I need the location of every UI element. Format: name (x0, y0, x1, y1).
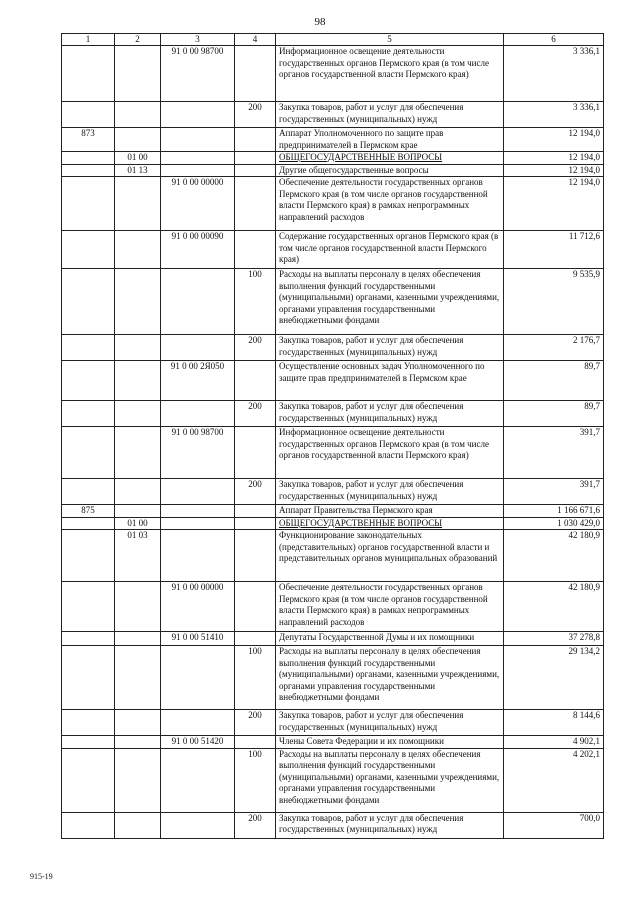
table-row (62, 164, 604, 177)
cell-name: Обеспечение деятельности государственных органов Пермского края (в том числе органов государственной власти Пермского края) в рамках непрограммных направлений расходов (276, 177, 504, 231)
cell-amount: 4 202,1 (504, 748, 604, 812)
table-row (62, 748, 604, 812)
cell-expense-type (235, 152, 276, 165)
cell-admin-code (62, 736, 115, 749)
cell-admin-code (62, 479, 115, 505)
cell-expense-type: 100 (235, 646, 276, 710)
cell-amount: 11 712,6 (504, 231, 604, 269)
cell-section-code: 01 03 (115, 530, 161, 582)
cell-section-code (115, 710, 161, 736)
cell-section-code (115, 632, 161, 646)
cell-admin-code (62, 231, 115, 269)
cell-target-article (161, 646, 235, 710)
cell-target-article: 91 0 00 98700 (161, 427, 235, 479)
cell-amount: 12 194,0 (504, 164, 604, 177)
cell-amount: 8 144,6 (504, 710, 604, 736)
cell-target-article (161, 748, 235, 812)
cell-name: Закупка товаров, работ и услуг для обеспечения государственных (муниципальных) нужд (276, 812, 504, 838)
cell-target-article (161, 505, 235, 518)
cell-admin-code (62, 748, 115, 812)
cell-admin-code (62, 102, 115, 128)
cell-target-article: 91 0 00 00000 (161, 177, 235, 231)
cell-amount: 89,7 (504, 401, 604, 427)
cell-name: Аппарат Правительства Пермского края (276, 505, 504, 518)
cell-admin-code (62, 401, 115, 427)
cell-expense-type: 200 (235, 479, 276, 505)
cell-expense-type: 200 (235, 812, 276, 838)
cell-target-article: 91 0 00 00000 (161, 582, 235, 632)
table-row (62, 269, 604, 335)
table-row (62, 582, 604, 632)
cell-name: Информационное освещение деятельности государственных органов Пермского края (в том числе органов государственной власти Пермского края) (276, 46, 504, 102)
table-row (62, 335, 604, 361)
cell-name: Закупка товаров, работ и услуг для обеспечения государственных (муниципальных) нужд (276, 102, 504, 128)
cell-target-article: 91 0 00 00090 (161, 231, 235, 269)
cell-amount: 3 336,1 (504, 102, 604, 128)
cell-section-code (115, 269, 161, 335)
cell-name: Депутаты Государственной Думы и их помощники (276, 632, 504, 646)
cell-amount: 391,7 (504, 427, 604, 479)
cell-name: Закупка товаров, работ и услуг для обеспечения государственных (муниципальных) нужд (276, 479, 504, 505)
cell-amount: 700,0 (504, 812, 604, 838)
budget-table (61, 33, 604, 839)
cell-amount: 9 535,9 (504, 269, 604, 335)
table-row (62, 427, 604, 479)
table-row (62, 736, 604, 749)
header-col-4: 4 (235, 34, 276, 46)
cell-amount: 42 180,9 (504, 530, 604, 582)
header-col-1: 1 (62, 34, 115, 46)
cell-amount: 12 194,0 (504, 152, 604, 165)
table-row (62, 530, 604, 582)
cell-expense-type (235, 632, 276, 646)
cell-section-code (115, 128, 161, 152)
cell-expense-type: 200 (235, 401, 276, 427)
cell-target-article (161, 164, 235, 177)
cell-name: Функционирование законодательных (представительных) органов государственной власти и представительных органов муниципальных образований (276, 530, 504, 582)
cell-expense-type (235, 128, 276, 152)
table-row (62, 361, 604, 401)
table-row (62, 177, 604, 231)
cell-expense-type (235, 177, 276, 231)
cell-name: Члены Совета Федерации и их помощники (276, 736, 504, 749)
cell-amount: 37 278,8 (504, 632, 604, 646)
page-number: 98 (314, 16, 326, 28)
cell-target-article (161, 128, 235, 152)
cell-section-code (115, 582, 161, 632)
cell-amount: 89,7 (504, 361, 604, 401)
cell-amount: 4 902,1 (504, 736, 604, 749)
cell-admin-code (62, 517, 115, 530)
cell-admin-code (62, 427, 115, 479)
cell-expense-type (235, 582, 276, 632)
table-header-row (62, 34, 604, 46)
cell-target-article: 91 0 00 51420 (161, 736, 235, 749)
cell-admin-code (62, 530, 115, 582)
cell-expense-type (235, 427, 276, 479)
cell-admin-code (62, 177, 115, 231)
cell-section-code (115, 231, 161, 269)
cell-section-code: 01 00 (115, 152, 161, 165)
table-row (62, 505, 604, 518)
cell-amount: 1 166 671,6 (504, 505, 604, 518)
cell-name: Аппарат Уполномоченного по защите прав предпринимателей в Пермском крае (276, 128, 504, 152)
table-row (62, 632, 604, 646)
cell-expense-type: 100 (235, 269, 276, 335)
header-col-5: 5 (276, 34, 504, 46)
cell-name: Расходы на выплаты персоналу в целях обеспечения выполнения функций государственными (муниципальными) органами, казенными учреждениями, органами управления государственными внебюджетными фондами (276, 269, 504, 335)
cell-expense-type (235, 530, 276, 582)
header-col-2: 2 (115, 34, 161, 46)
cell-amount: 3 336,1 (504, 46, 604, 102)
cell-section-code (115, 736, 161, 749)
cell-expense-type (235, 736, 276, 749)
cell-section-code (115, 401, 161, 427)
cell-expense-type (235, 164, 276, 177)
table-row (62, 646, 604, 710)
table-row (62, 710, 604, 736)
table-row (62, 401, 604, 427)
cell-target-article (161, 335, 235, 361)
table-row (62, 46, 604, 102)
cell-target-article (161, 517, 235, 530)
cell-admin-code: 873 (62, 128, 115, 152)
cell-expense-type (235, 361, 276, 401)
table-row (62, 812, 604, 838)
cell-target-article (161, 479, 235, 505)
cell-amount: 2 176,7 (504, 335, 604, 361)
cell-name: ОБЩЕГОСУДАРСТВЕННЫЕ ВОПРОСЫ (276, 152, 504, 165)
table-row (62, 102, 604, 128)
cell-admin-code (62, 582, 115, 632)
cell-admin-code (62, 335, 115, 361)
cell-name: Обеспечение деятельности государственных органов Пермского края (в том числе органов государственной власти Пермского края) в рамках непрограммных направлений расходов (276, 582, 504, 632)
cell-target-article: 91 0 00 98700 (161, 46, 235, 102)
cell-expense-type: 200 (235, 335, 276, 361)
footer-code: 915-19 (30, 872, 53, 881)
cell-section-code (115, 335, 161, 361)
header-col-6: 6 (504, 34, 604, 46)
cell-expense-type (235, 505, 276, 518)
cell-name: Закупка товаров, работ и услуг для обеспечения государственных (муниципальных) нужд (276, 401, 504, 427)
cell-target-article (161, 530, 235, 582)
table-row (62, 479, 604, 505)
cell-name: Расходы на выплаты персоналу в целях обеспечения выполнения функций государственными (муниципальными) органами, казенными учреждениями, органами управления государственными внебюджетными фондами (276, 748, 504, 812)
cell-section-code (115, 748, 161, 812)
cell-admin-code (62, 710, 115, 736)
cell-name: Содержание государственных органов Пермского края (в том числе органов государственной власти Пермского края) (276, 231, 504, 269)
cell-name: Осуществление основных задач Уполномоченного по защите прав предпринимателей в Пермском крае (276, 361, 504, 401)
cell-admin-code (62, 164, 115, 177)
cell-admin-code (62, 812, 115, 838)
cell-target-article (161, 401, 235, 427)
cell-target-article (161, 269, 235, 335)
cell-amount: 42 180,9 (504, 582, 604, 632)
cell-amount: 29 134,2 (504, 646, 604, 710)
table-row (62, 152, 604, 165)
cell-target-article (161, 710, 235, 736)
cell-admin-code (62, 361, 115, 401)
cell-target-article: 91 0 00 51410 (161, 632, 235, 646)
table-row (62, 231, 604, 269)
cell-target-article (161, 152, 235, 165)
cell-name: ОБЩЕГОСУДАРСТВЕННЫЕ ВОПРОСЫ (276, 517, 504, 530)
cell-admin-code (62, 646, 115, 710)
cell-amount: 1 030 429,0 (504, 517, 604, 530)
cell-expense-type: 100 (235, 748, 276, 812)
cell-section-code (115, 177, 161, 231)
cell-section-code (115, 46, 161, 102)
cell-admin-code (62, 152, 115, 165)
cell-section-code: 01 13 (115, 164, 161, 177)
cell-section-code (115, 427, 161, 479)
cell-name: Закупка товаров, работ и услуг для обеспечения государственных (муниципальных) нужд (276, 335, 504, 361)
cell-expense-type: 200 (235, 102, 276, 128)
cell-section-code (115, 646, 161, 710)
header-col-3: 3 (161, 34, 235, 46)
cell-amount: 391,7 (504, 479, 604, 505)
cell-name: Другие общегосударственные вопросы (276, 164, 504, 177)
cell-expense-type: 200 (235, 710, 276, 736)
cell-section-code (115, 102, 161, 128)
cell-expense-type (235, 46, 276, 102)
cell-admin-code (62, 269, 115, 335)
cell-admin-code (62, 632, 115, 646)
cell-admin-code (62, 46, 115, 102)
cell-section-code (115, 812, 161, 838)
cell-admin-code: 875 (62, 505, 115, 518)
cell-target-article (161, 102, 235, 128)
cell-name: Закупка товаров, работ и услуг для обеспечения государственных (муниципальных) нужд (276, 710, 504, 736)
table-body (62, 46, 604, 839)
cell-expense-type (235, 517, 276, 530)
cell-section-code (115, 361, 161, 401)
table-row (62, 128, 604, 152)
cell-name: Информационное освещение деятельности государственных органов Пермского края (в том числе органов государственной власти Пермского края) (276, 427, 504, 479)
cell-amount: 12 194,0 (504, 177, 604, 231)
cell-name: Расходы на выплаты персоналу в целях обеспечения выполнения функций государственными (муниципальными) органами, казенными учреждениями, органами управления государственными внебюджетными фондами (276, 646, 504, 710)
cell-section-code (115, 505, 161, 518)
cell-section-code (115, 479, 161, 505)
cell-target-article (161, 812, 235, 838)
cell-amount: 12 194,0 (504, 128, 604, 152)
cell-target-article: 91 0 00 2Я050 (161, 361, 235, 401)
cell-expense-type (235, 231, 276, 269)
table-row (62, 517, 604, 530)
cell-section-code: 01 00 (115, 517, 161, 530)
